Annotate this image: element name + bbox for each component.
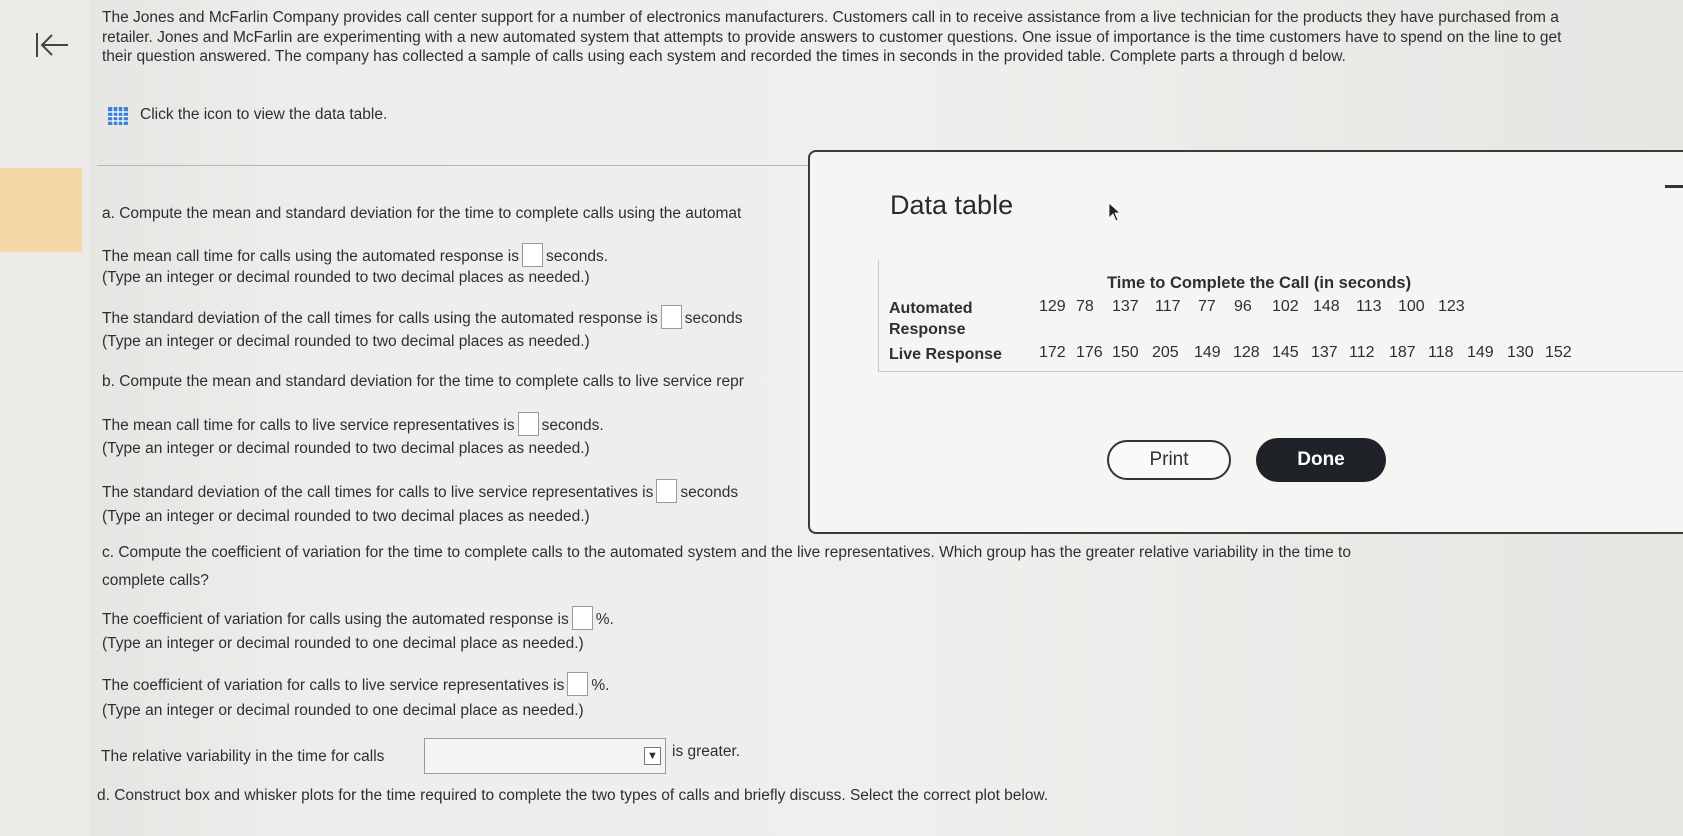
table-cell: 78 (1076, 298, 1094, 315)
table-cell: 129 (1039, 298, 1066, 315)
table-cell: 102 (1272, 298, 1299, 315)
table-cell: 187 (1389, 344, 1416, 361)
done-button[interactable]: Done (1256, 438, 1386, 482)
row-label-automated-line2: Response (889, 321, 966, 338)
auto-sd-input[interactable] (661, 305, 682, 329)
table-cell: 112 (1349, 344, 1375, 361)
table-cell: 96 (1234, 298, 1252, 315)
table-cell: 152 (1545, 344, 1572, 361)
table-cell: 100 (1398, 298, 1425, 315)
table-cell: 148 (1313, 298, 1340, 315)
table-cell: 77 (1198, 298, 1216, 315)
table-cell: 149 (1194, 344, 1221, 361)
modal-title: Data table (890, 190, 1014, 220)
cv-live-hint: (Type an integer or decimal rounded to one decimal place as needed.) (102, 702, 584, 719)
table-cell: 150 (1112, 344, 1139, 361)
cv-auto-line (102, 608, 614, 632)
mouse-cursor-icon (1108, 202, 1122, 222)
cv-live-line (102, 674, 609, 698)
table-cell: 172 (1039, 344, 1066, 361)
part-c-question-2: complete calls? (102, 572, 209, 589)
auto-mean-input[interactable] (522, 243, 543, 267)
cv-auto-input[interactable] (572, 606, 593, 630)
back-arrow-icon[interactable] (34, 30, 70, 60)
part-b-sd-line (102, 481, 738, 505)
data-table-icon[interactable] (107, 106, 129, 126)
table-cell: 137 (1311, 344, 1338, 361)
relative-variability-dropdown[interactable] (424, 738, 666, 774)
part-a-mean-unit: seconds. (546, 248, 609, 266)
part-a-sd-hint: (Type an integer or decimal rounded to two decimal places as needed.) (102, 333, 590, 350)
live-sd-input[interactable] (656, 479, 677, 503)
relative-variability-suffix: is greater. (672, 743, 741, 760)
part-b-question: b. Compute the mean and standard deviation for the time to complete calls to live service repr (102, 373, 744, 390)
table-cell: 128 (1233, 344, 1260, 361)
live-mean-input[interactable] (518, 412, 539, 436)
divider (97, 165, 817, 166)
part-d-question: d. Construct box and whisker plots for the time required to complete the two types of calls and briefly discuss. Select the correct plot below. (97, 787, 1049, 804)
print-button[interactable]: Print (1107, 440, 1231, 480)
row-label-automated (889, 298, 973, 340)
part-a-mean-hint: (Type an integer or decimal rounded to two decimal places as needed.) (102, 269, 590, 286)
part-b-sd-hint: (Type an integer or decimal rounded to two decimal places as needed.) (102, 508, 590, 525)
table-cell: 123 (1438, 298, 1465, 315)
table-cell: 176 (1076, 344, 1103, 361)
cv-live-text: The coefficient of variation for calls to live service representatives is (102, 677, 565, 695)
table-cell: 117 (1155, 298, 1181, 315)
part-a-mean-text: The mean call time for calls using the automated response is (102, 248, 519, 266)
part-a-mean-line (102, 245, 608, 269)
part-b-sd-text: The standard deviation of the call times for calls to live service representatives is (102, 484, 654, 502)
row-label-live: Live Response (889, 346, 1002, 363)
left-strip (0, 0, 90, 836)
table-cell: 149 (1467, 344, 1494, 361)
part-b-sd-unit: seconds (680, 484, 739, 502)
part-a-question: a. Compute the mean and standard deviation for the time to complete calls using the automat (102, 205, 742, 222)
part-b-mean-hint: (Type an integer or decimal rounded to two decimal places as needed.) (102, 440, 590, 457)
table-cell: 130 (1507, 344, 1534, 361)
table-cell: 118 (1428, 344, 1454, 361)
table-cell: 113 (1356, 298, 1382, 315)
dropdown-arrow-icon: ▼ (644, 747, 661, 765)
part-a-sd-text: The standard deviation of the call times for calls using the automated response is (102, 310, 658, 328)
cv-live-unit: %. (591, 677, 610, 695)
table-header: Time to Complete the Call (in seconds) (1107, 274, 1412, 292)
data-table-link[interactable]: Click the icon to view the data table. (140, 106, 388, 123)
part-b-mean-text: The mean call time for calls to live service representatives is (102, 417, 515, 435)
table-cell: 205 (1152, 344, 1179, 361)
data-table-modal (808, 150, 1683, 534)
problem-intro: The Jones and McFarlin Company provides call center support for a number of electronics manufacturers. Customers call in to receive assistance from a live technician for the products they have purchased from a retailer. Jones and McFarlin are experimenting with a new automated system that attempts to provide answers to customer questions. One issue of importance is the time customers have to spend on the line to get their question answered. The company has collected a sample of calls using each system and recorded the times in seconds in the provided table. Complete parts a through d below. (102, 9, 1562, 65)
table-cell: 137 (1112, 298, 1139, 315)
minimize-icon[interactable] (1665, 185, 1683, 188)
table-cell: 145 (1272, 344, 1299, 361)
relative-variability-text: The relative variability in the time for calls (101, 748, 385, 765)
part-c-question-1: c. Compute the coefficient of variation for the time to complete calls to the automated system and the live representatives. Which group has the greater relative variability in the time to (102, 544, 1351, 561)
cv-live-input[interactable] (567, 672, 588, 696)
row-label-automated-line1: Automated (889, 300, 973, 317)
cv-auto-text: The coefficient of variation for calls using the automated response is (102, 611, 569, 629)
part-b-mean-unit: seconds. (541, 417, 604, 435)
question-accent (0, 168, 82, 252)
part-b-mean-line (102, 414, 604, 438)
cv-auto-unit: %. (595, 611, 614, 629)
cv-auto-hint: (Type an integer or decimal rounded to one decimal place as needed.) (102, 635, 584, 652)
part-a-sd-line (102, 307, 742, 331)
part-a-sd-unit: seconds (684, 310, 743, 328)
